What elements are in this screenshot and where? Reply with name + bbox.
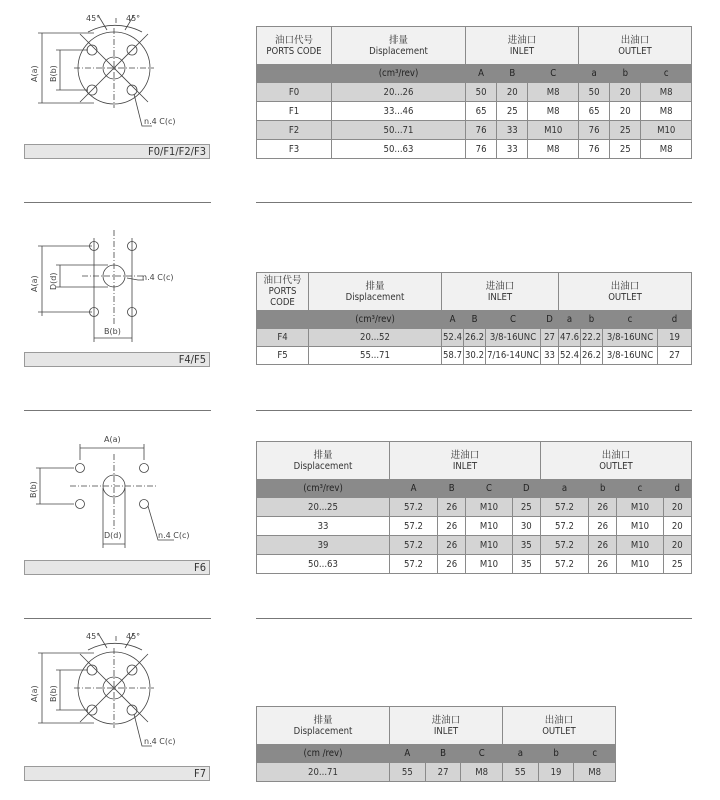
subheader-cell: D <box>512 480 540 498</box>
subheader-cell: a <box>540 480 588 498</box>
table-row <box>257 498 692 517</box>
unit-label: (cm³/rev) <box>309 311 442 329</box>
table-row <box>257 140 692 159</box>
dim-d-label: D(d) <box>49 272 58 290</box>
table-cell: 35 <box>512 555 540 574</box>
table-cell: 20 <box>663 517 692 536</box>
subheader-cell: a <box>559 311 581 329</box>
subheader-cell: a <box>578 65 609 83</box>
table-cell: 3/8-16UNC <box>486 329 541 347</box>
col-header-outlet: 出油口 OUTLET <box>559 273 692 311</box>
table-cell: 33 <box>497 121 528 140</box>
table-row <box>257 102 692 121</box>
subheader-cell: A <box>466 65 497 83</box>
subheader-cell: A <box>390 745 426 763</box>
unit-label: (cm³/rev) <box>257 480 390 498</box>
table-cell: 57.2 <box>540 517 588 536</box>
table-cell: 76 <box>466 140 497 159</box>
subheader-cell: B <box>437 480 465 498</box>
table-cell: 25 <box>610 121 641 140</box>
table-cell: 30.2 <box>464 347 486 365</box>
flange-drawing-f7 <box>24 626 224 766</box>
table-cell: M10 <box>641 121 692 140</box>
table-cell: M10 <box>466 536 512 555</box>
ports-table-f7 <box>256 706 616 782</box>
subheader-cell: B <box>464 311 486 329</box>
table-cell: 33 <box>257 517 390 536</box>
table-cell: M8 <box>641 83 692 102</box>
flange-drawing-f6 <box>24 426 224 558</box>
ports-table-f4-f5 <box>256 272 692 365</box>
table-cell: 26 <box>437 498 465 517</box>
table-cell: M10 <box>466 555 512 574</box>
table-cell: 26.2 <box>464 329 486 347</box>
table-cell: 39 <box>257 536 390 555</box>
subheader-cell: c <box>603 311 658 329</box>
subheader-cell: C <box>528 65 579 83</box>
table-cell: M8 <box>641 140 692 159</box>
section-divider <box>24 618 211 619</box>
table-row <box>257 329 692 347</box>
section-divider <box>256 410 692 411</box>
table-cell: 50 <box>466 83 497 102</box>
table-cell: M10 <box>617 498 663 517</box>
table-cell: 65 <box>466 102 497 121</box>
table-cell: 50...63 <box>257 555 390 574</box>
col-header-inlet: 进油口 INLET <box>390 442 541 480</box>
dim-b-label: B(b) <box>49 685 58 702</box>
angle-label-2: 45° <box>126 632 141 641</box>
table-cell: 33...46 <box>332 102 466 121</box>
dim-a-label: A(a) <box>104 435 121 444</box>
table-cell: 26 <box>437 536 465 555</box>
table-cell: F2 <box>257 121 332 140</box>
table-cell: F1 <box>257 102 332 121</box>
subheader-cell: c <box>574 745 616 763</box>
table-cell: 26 <box>588 536 616 555</box>
table-row <box>257 517 692 536</box>
table-cell: 52.4 <box>559 347 581 365</box>
section-caption-f4-f5: F4/F5 <box>24 352 210 367</box>
table-cell: 20...26 <box>332 83 466 102</box>
hole-callout-label: n.4 C(c) <box>144 117 176 126</box>
table-cell: 27 <box>658 347 692 365</box>
table-cell: 19 <box>538 763 574 782</box>
table-cell: 55...71 <box>309 347 442 365</box>
subheader-cell: b <box>538 745 574 763</box>
ports-table-f0-f3 <box>256 26 692 159</box>
hole-callout-label: n.4 C(c) <box>142 273 174 282</box>
table-cell: 58.7 <box>442 347 464 365</box>
table-cell: M10 <box>617 536 663 555</box>
table-cell: 20...71 <box>257 763 390 782</box>
table-cell: 30 <box>512 517 540 536</box>
table-cell: M10 <box>466 498 512 517</box>
angle-label-1: 45° <box>86 632 101 641</box>
dim-a-label: A(a) <box>30 65 39 82</box>
table-cell: 33 <box>541 347 559 365</box>
col-header-inlet: 进油口 INLET <box>390 707 503 745</box>
ports-table-f6 <box>256 441 692 574</box>
subheader-cell: D <box>541 311 559 329</box>
subheader-cell: C <box>466 480 512 498</box>
subheader-cell: d <box>663 480 692 498</box>
table-cell: M8 <box>528 102 579 121</box>
table-cell: 65 <box>578 102 609 121</box>
table-cell: 76 <box>578 121 609 140</box>
table-cell: F4 <box>257 329 309 347</box>
subheader-cell: B <box>425 745 461 763</box>
table-cell: 57.2 <box>390 517 438 536</box>
col-header-outlet: 出油口 OUTLET <box>540 442 691 480</box>
subheader-cell: b <box>581 311 603 329</box>
table-cell: 25 <box>663 555 692 574</box>
table-cell: 20 <box>610 102 641 121</box>
unit-label: (cm /rev) <box>257 745 390 763</box>
col-header-displacement: 排量 Displacement <box>257 442 390 480</box>
table-cell: 26 <box>588 555 616 574</box>
table-cell: M8 <box>641 102 692 121</box>
dim-a-label: A(a) <box>30 685 39 702</box>
subheader-cell: d <box>658 311 692 329</box>
flange-drawing-f0-f3 <box>24 10 224 150</box>
table-cell: 26 <box>588 498 616 517</box>
table-cell: 26 <box>437 517 465 536</box>
subheader-cell: C <box>486 311 541 329</box>
table-cell: 25 <box>497 102 528 121</box>
table-cell: 52.4 <box>442 329 464 347</box>
section-divider <box>24 202 211 203</box>
unit-label: (cm³/rev) <box>332 65 466 83</box>
table-cell: 57.2 <box>540 536 588 555</box>
table-cell: 33 <box>497 140 528 159</box>
col-header-outlet: 出油口 OUTLET <box>578 27 691 65</box>
table-cell: M8 <box>461 763 503 782</box>
table-cell: 22.2 <box>581 329 603 347</box>
table-row <box>257 763 616 782</box>
table-cell: 27 <box>425 763 461 782</box>
section-caption-f7: F7 <box>24 766 210 781</box>
subheader-cell: b <box>610 65 641 83</box>
section-caption-f0-f3: F0/F1/F2/F3 <box>24 144 210 159</box>
table-row <box>257 121 692 140</box>
section-caption-f6: F6 <box>24 560 210 575</box>
subheader-cell: A <box>390 480 438 498</box>
subheader-cell: A <box>442 311 464 329</box>
col-header-outlet: 出油口 OUTLET <box>502 707 615 745</box>
table-cell: 47.6 <box>559 329 581 347</box>
table-cell: 20...52 <box>309 329 442 347</box>
subheader-cell: c <box>641 65 692 83</box>
table-cell: 25 <box>512 498 540 517</box>
col-header-displacement: 排量 Displacement <box>309 273 442 311</box>
table-cell: 57.2 <box>540 555 588 574</box>
col-header-inlet: 进油口 INLET <box>466 27 579 65</box>
hole-callout-label: n.4 C(c) <box>158 531 190 540</box>
table-row <box>257 347 692 365</box>
dim-b-label: B(b) <box>49 65 58 82</box>
subheader-cell: a <box>502 745 538 763</box>
table-cell: 26.2 <box>581 347 603 365</box>
table-cell: M10 <box>528 121 579 140</box>
flange-drawing-f4-f5 <box>24 228 224 352</box>
dim-b-label: B(b) <box>104 327 121 336</box>
table-cell: M10 <box>466 517 512 536</box>
section-divider <box>24 410 211 411</box>
table-cell: F3 <box>257 140 332 159</box>
table-cell: 57.2 <box>390 536 438 555</box>
table-cell: 3/8-16UNC <box>603 347 658 365</box>
table-cell: 57.2 <box>390 555 438 574</box>
subheader-cell: C <box>461 745 503 763</box>
col-header-ports-code: 油口代号 PORTS CODE <box>257 27 332 65</box>
subheader-cell: b <box>588 480 616 498</box>
angle-label-2: 45° <box>126 14 141 23</box>
table-cell: 20 <box>663 536 692 555</box>
table-cell: F0 <box>257 83 332 102</box>
hole-callout-label: n.4 C(c) <box>144 737 176 746</box>
table-cell: 19 <box>658 329 692 347</box>
col-header-displacement: 排量 Displacement <box>257 707 390 745</box>
table-row <box>257 536 692 555</box>
table-cell: 57.2 <box>390 498 438 517</box>
table-cell: 25 <box>610 140 641 159</box>
table-cell: 55 <box>390 763 426 782</box>
table-cell: F5 <box>257 347 309 365</box>
table-cell: 50...71 <box>332 121 466 140</box>
table-cell: 20 <box>610 83 641 102</box>
table-cell: 20...25 <box>257 498 390 517</box>
table-cell: M8 <box>528 140 579 159</box>
subheader-cell: B <box>497 65 528 83</box>
table-cell: 50 <box>578 83 609 102</box>
table-cell: 26 <box>588 517 616 536</box>
table-cell: 27 <box>541 329 559 347</box>
table-cell: 20 <box>497 83 528 102</box>
table-cell: M10 <box>617 517 663 536</box>
dim-d-label: D(d) <box>104 531 122 540</box>
section-divider <box>256 202 692 203</box>
table-cell: 57.2 <box>540 498 588 517</box>
table-cell: M10 <box>617 555 663 574</box>
col-header-inlet: 进油口 INLET <box>442 273 559 311</box>
col-header-ports-code: 油口代号 PORTS CODE <box>257 273 309 311</box>
table-cell: 3/8-16UNC <box>603 329 658 347</box>
subheader-cell: c <box>617 480 663 498</box>
table-cell: 55 <box>502 763 538 782</box>
angle-label-1: 45° <box>86 14 101 23</box>
section-divider <box>256 618 692 619</box>
col-header-displacement: 排量 Displacement <box>332 27 466 65</box>
table-cell: 7/16-14UNC <box>486 347 541 365</box>
table-cell: 76 <box>578 140 609 159</box>
table-cell: 20 <box>663 498 692 517</box>
dim-a-label: A(a) <box>30 275 39 292</box>
dim-b-label: B(b) <box>29 481 38 498</box>
table-cell: M8 <box>574 763 616 782</box>
table-cell: 35 <box>512 536 540 555</box>
table-cell: M8 <box>528 83 579 102</box>
table-cell: 76 <box>466 121 497 140</box>
table-row <box>257 83 692 102</box>
table-cell: 50...63 <box>332 140 466 159</box>
table-cell: 26 <box>437 555 465 574</box>
table-row <box>257 555 692 574</box>
